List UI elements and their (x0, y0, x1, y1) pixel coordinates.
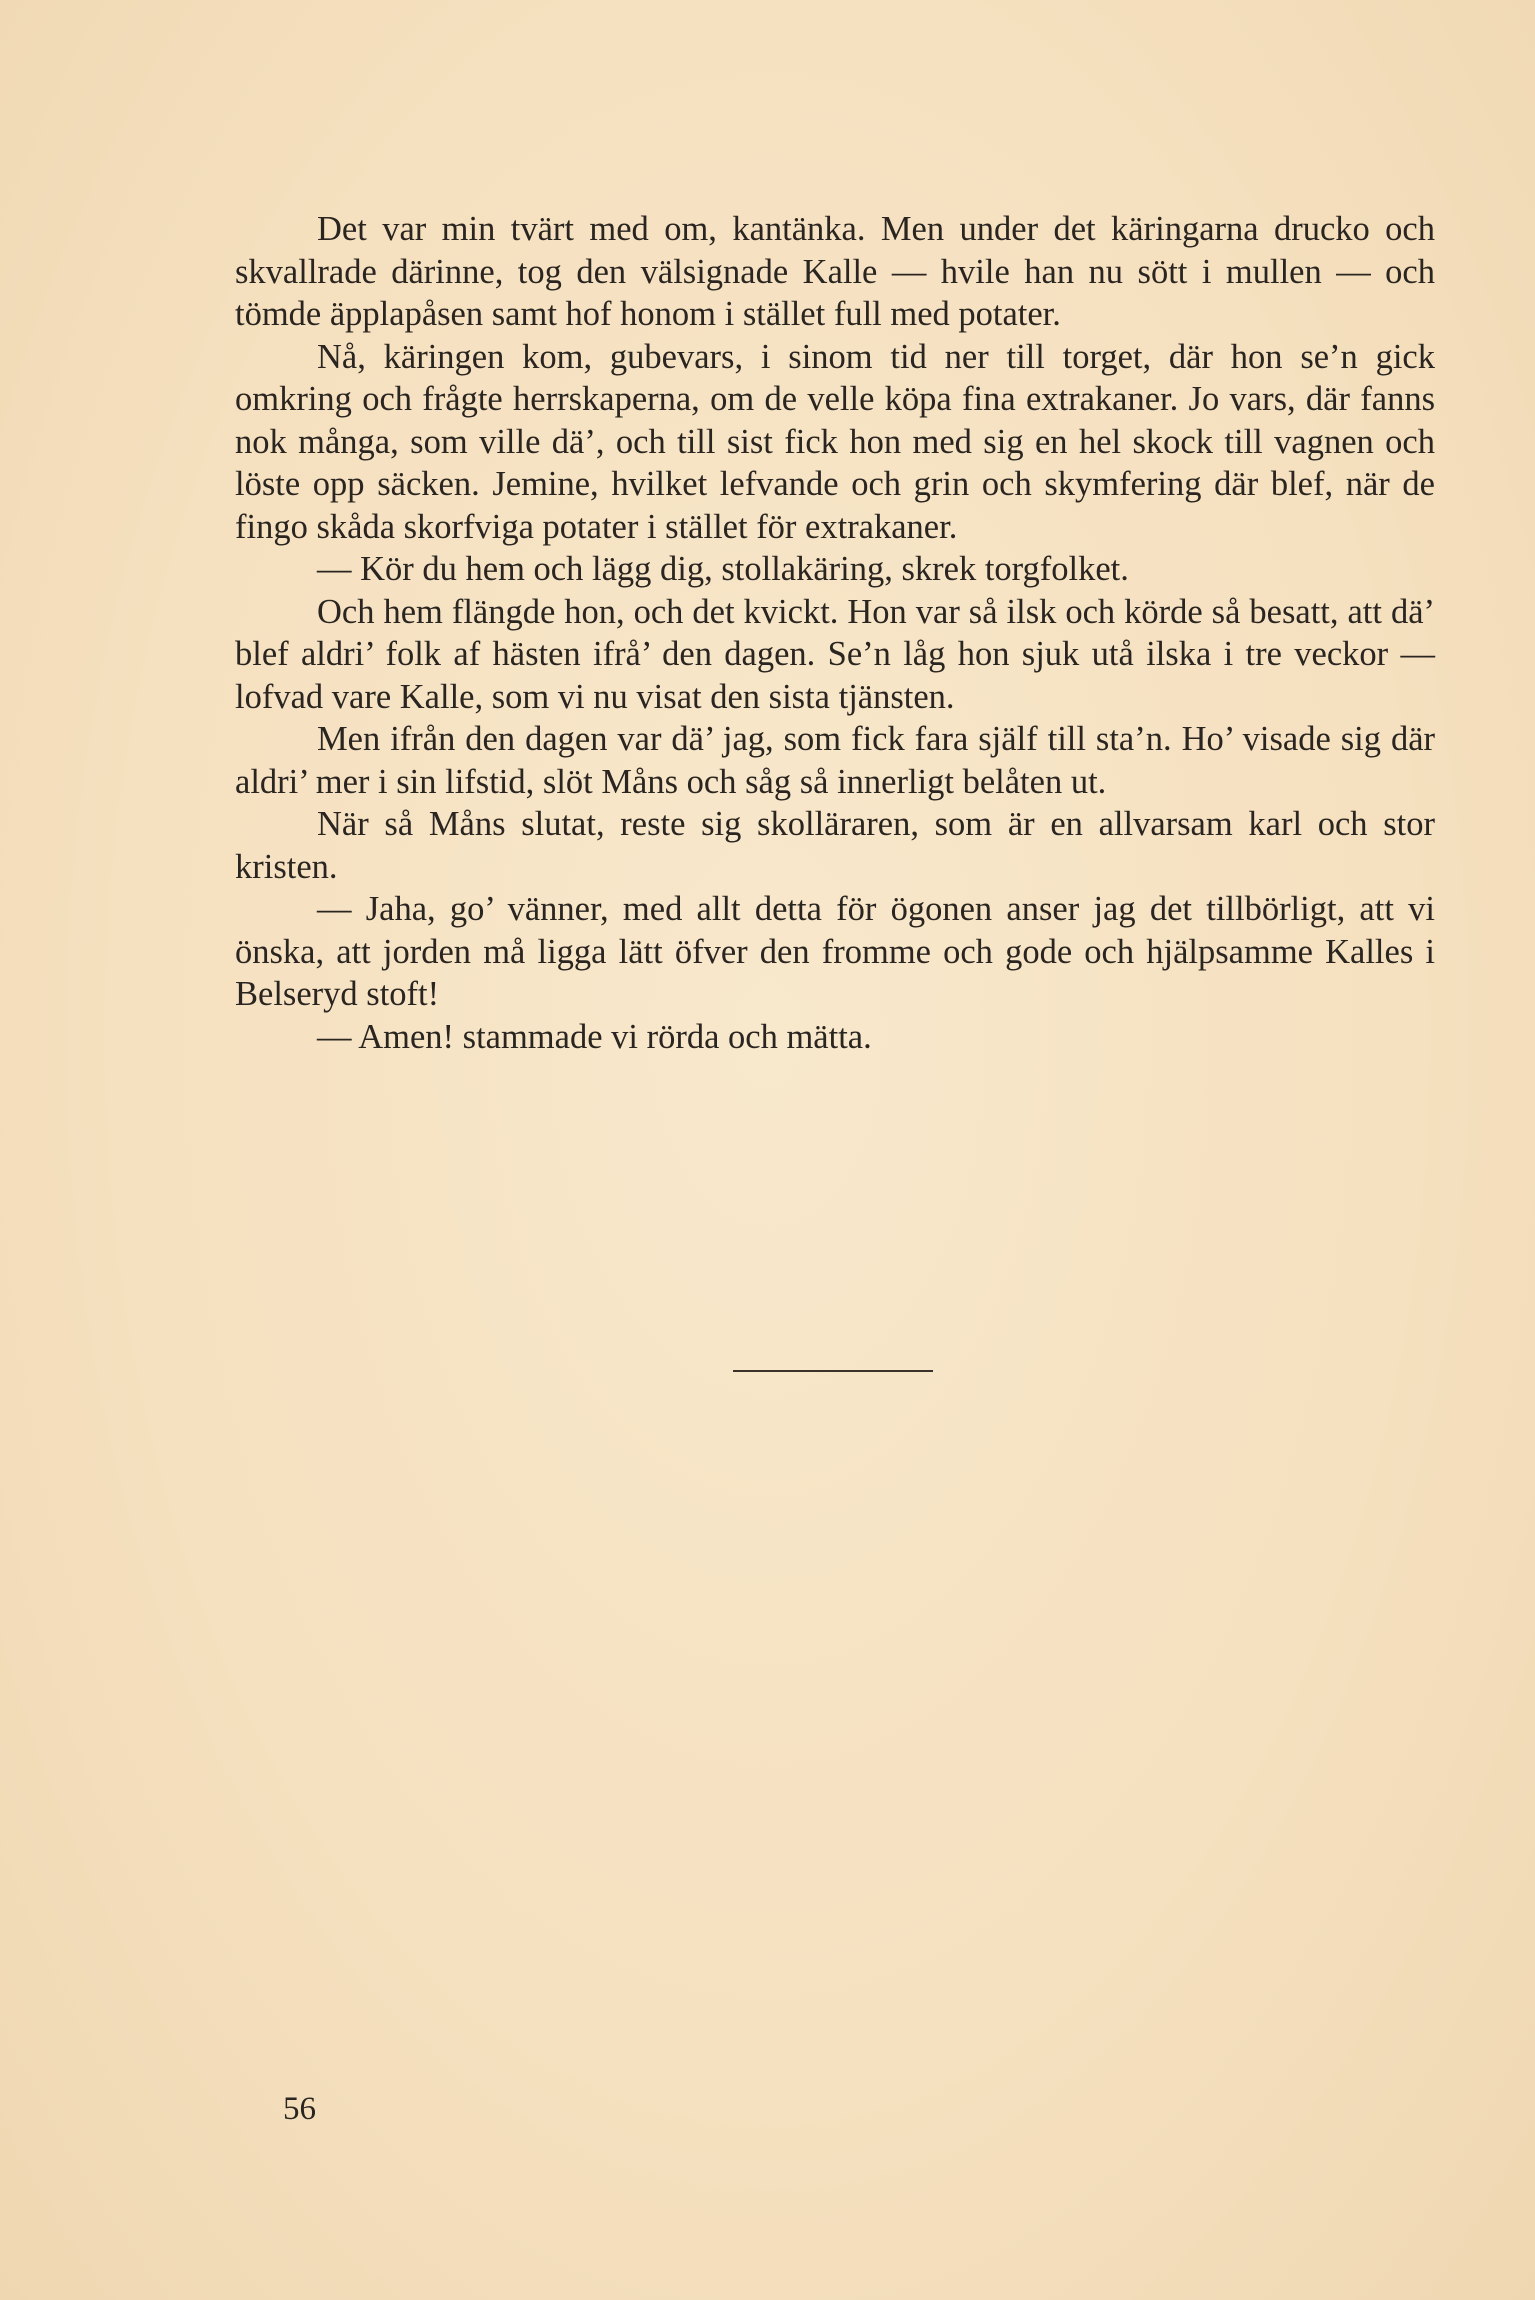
paragraph-7: — Jaha, go’ vänner, med allt detta för ögonen anser jag det tillbörligt, att vi önska, att jorden må ligga lätt öfver den fromme och gode och hjälpsamme Kalles i Belseryd stoft! (235, 890, 1435, 1013)
paragraph-4: Och hem flängde hon, och det kvickt. Hon var så ilsk och körde så besatt, att dä’ blef aldri’ folk af hästen ifrå’ den dagen. Se’n låg hon sjuk utå ilska i tre veckor — lofvad vare Kalle, som vi nu visat den sista tjänsten. (235, 592, 1435, 716)
paragraph-3: — Kör du hem och lägg dig, stollakäring, skrek torgfolket. (317, 550, 1129, 588)
paragraph-8: — Amen! stammade vi rörda och mätta. (317, 1017, 872, 1056)
section-divider (733, 1370, 933, 1372)
paragraph-5: Men ifrån den dagen var dä’ jag, som fick fara själf till sta’n. Ho’ visade sig där aldri’ mer i sin lifstid, slöt Måns och såg så innerligt belåten ut. (235, 720, 1435, 801)
paragraph-6: När så Måns slutat, reste sig skolläraren, som är en allvarsam karl och stor kristen. (235, 805, 1435, 886)
paragraph-2: Nå, käringen kom, gubevars, i sinom tid ner till torget, där hon se’n gick omkring och frågte herrskaperna, om de velle köpa fina extrakaner. Jo vars, där fanns nok många, som ville dä’, och till sist fick hon med sig en hel skock till vagnen och löste opp säcken. Jemine, hvilket lefvande och grin och skymfering där blef, när de fingo skåda skorfviga potater i stället för extrakaner. (235, 337, 1435, 546)
paragraph-1: Det var min tvärt med om, kantänka. Men under det käringarna drucko och skvallrade därinne, tog den välsignade Kalle — hvile han nu sött i mullen — och tömde äpplapåsen samt hof honom i stället full med potater. (235, 210, 1435, 333)
body-text (235, 208, 1435, 1058)
page-number: 56 (283, 2091, 316, 2127)
